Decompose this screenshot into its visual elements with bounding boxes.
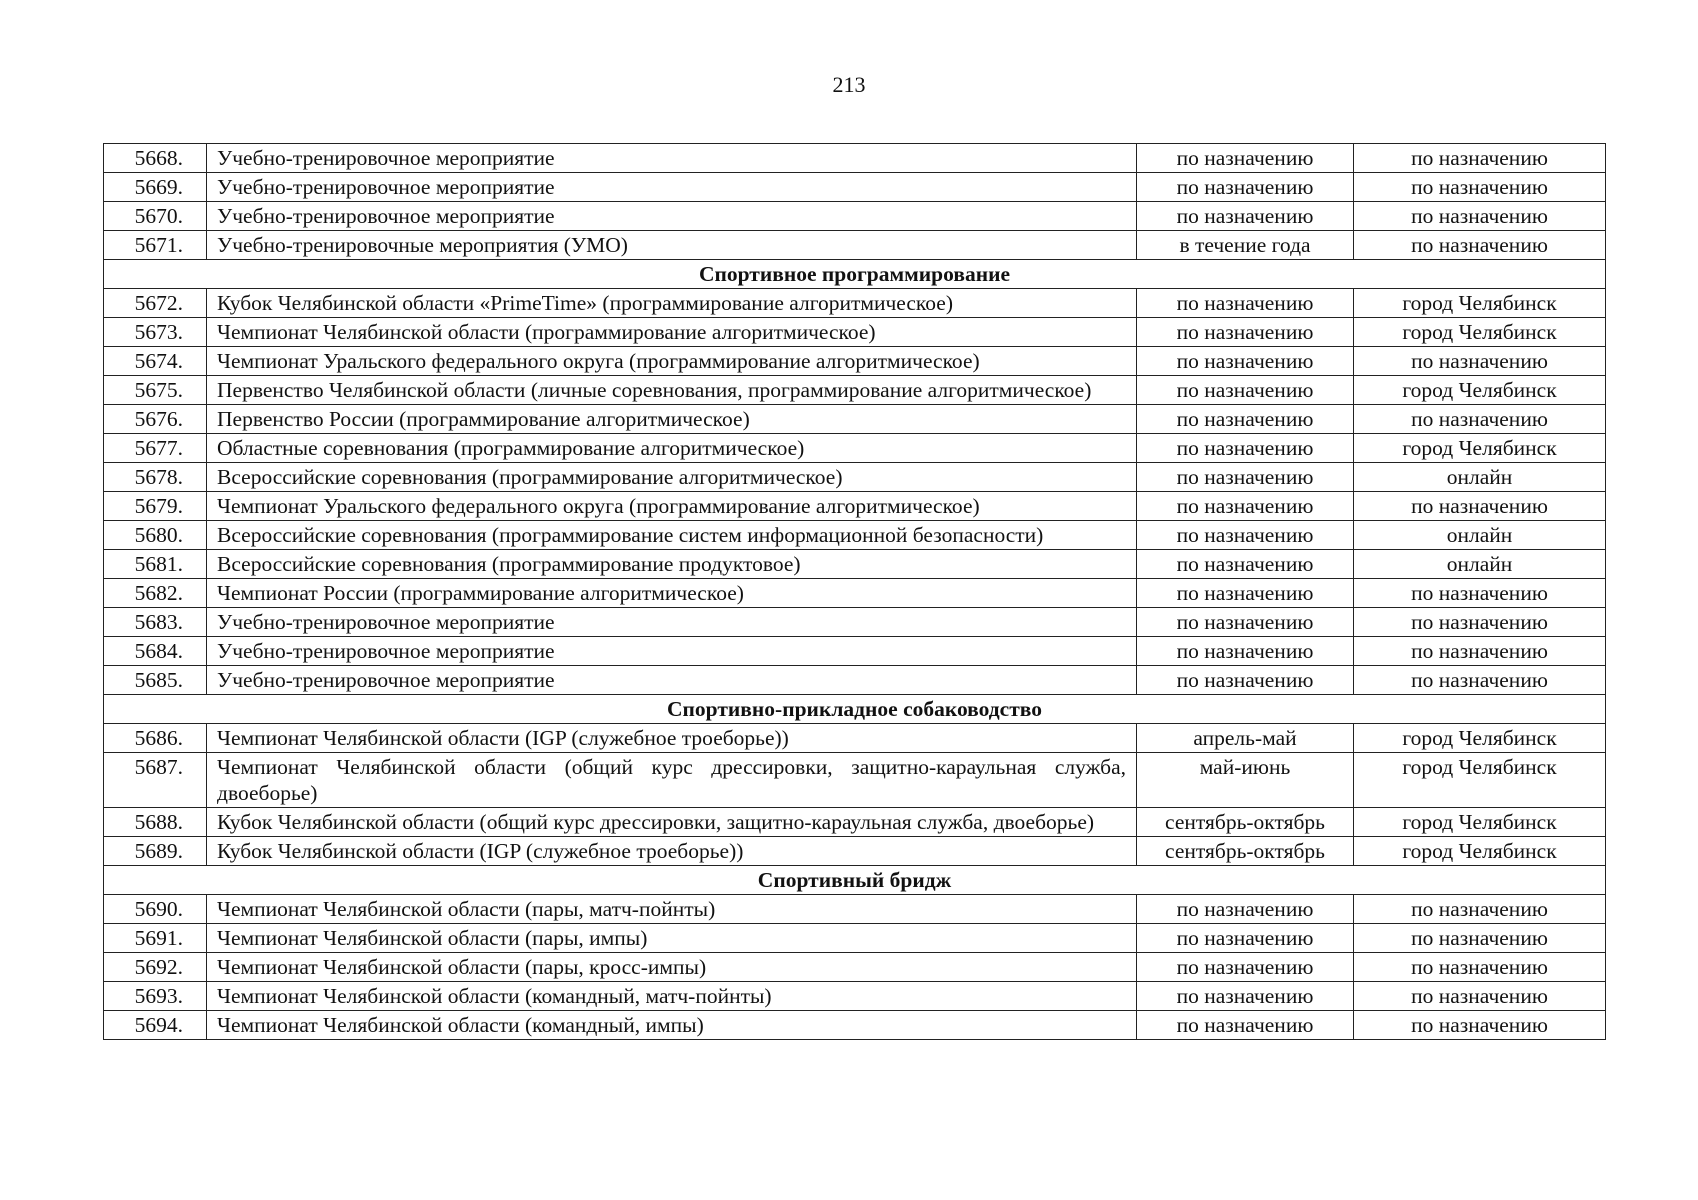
section-title: Спортивный бридж: [104, 866, 1606, 895]
row-number: 5673.: [104, 318, 207, 347]
event-name: Первенство Челябинской области (личные соревнования, программирование алгоритмическое): [207, 376, 1137, 405]
table-row: [104, 724, 1606, 753]
event-name: Учебно-тренировочное мероприятие: [207, 608, 1137, 637]
page-number: 213: [832, 72, 866, 97]
table-row: [104, 405, 1606, 434]
row-number: 5679.: [104, 492, 207, 521]
event-name: Первенство России (программирование алгоритмическое): [207, 405, 1137, 434]
event-place: по назначению: [1354, 231, 1606, 260]
event-place: по назначению: [1354, 202, 1606, 231]
event-date: по назначению: [1137, 463, 1354, 492]
event-name: Кубок Челябинской области (общий курс дрессировки, защитно-караульная служба, двоеборье): [207, 808, 1137, 837]
event-name: Кубок Челябинской области (IGP (служебное троеборье)): [207, 837, 1137, 866]
table-row: [104, 608, 1606, 637]
table-row: [104, 521, 1606, 550]
event-name: Всероссийские соревнования (программирование систем информационной безопасности): [207, 521, 1137, 550]
section-header-row: [104, 866, 1606, 895]
row-number: 5689.: [104, 837, 207, 866]
table-row: [104, 173, 1606, 202]
row-number: 5670.: [104, 202, 207, 231]
event-place: по назначению: [1354, 405, 1606, 434]
event-date: апрель-май: [1137, 724, 1354, 753]
row-number: 5680.: [104, 521, 207, 550]
event-place: по назначению: [1354, 347, 1606, 376]
event-place: по назначению: [1354, 608, 1606, 637]
table-row: [104, 231, 1606, 260]
event-date: по назначению: [1137, 405, 1354, 434]
row-number: 5678.: [104, 463, 207, 492]
row-number: 5691.: [104, 924, 207, 953]
event-date: по назначению: [1137, 666, 1354, 695]
row-number: 5688.: [104, 808, 207, 837]
table-row: [104, 982, 1606, 1011]
table-row: [104, 579, 1606, 608]
row-number: 5672.: [104, 289, 207, 318]
row-number: 5674.: [104, 347, 207, 376]
event-date: по назначению: [1137, 579, 1354, 608]
event-place: по назначению: [1354, 1011, 1606, 1040]
event-name: Учебно-тренировочные мероприятия (УМО): [207, 231, 1137, 260]
event-name: Чемпионат Челябинской области (командный, матч-пойнты): [207, 982, 1137, 1011]
event-date: по назначению: [1137, 637, 1354, 666]
event-date: по назначению: [1137, 144, 1354, 173]
event-name: Чемпионат России (программирование алгоритмическое): [207, 579, 1137, 608]
event-date: по назначению: [1137, 608, 1354, 637]
table-row: [104, 463, 1606, 492]
event-name: Кубок Челябинской области «PrimeTime» (программирование алгоритмическое): [207, 289, 1137, 318]
table-row: [104, 1011, 1606, 1040]
table-row: [104, 666, 1606, 695]
event-name: Учебно-тренировочное мероприятие: [207, 173, 1137, 202]
event-place: город Челябинск: [1354, 753, 1606, 808]
section-title: Спортивно-прикладное собаководство: [104, 695, 1606, 724]
event-name: Областные соревнования (программирование алгоритмическое): [207, 434, 1137, 463]
event-name: Чемпионат Уральского федерального округа (программирование алгоритмическое): [207, 347, 1137, 376]
table-row: [104, 953, 1606, 982]
event-place: по назначению: [1354, 637, 1606, 666]
event-name: Учебно-тренировочное мероприятие: [207, 144, 1137, 173]
event-place: по назначению: [1354, 924, 1606, 953]
event-name: Чемпионат Челябинской области (общий курс дрессировки, защитно-караульная служба, двоеборье): [207, 753, 1137, 808]
table-row: [104, 144, 1606, 173]
event-date: по назначению: [1137, 924, 1354, 953]
event-name: Чемпионат Челябинской области (программирование алгоритмическое): [207, 318, 1137, 347]
table-row: [104, 202, 1606, 231]
event-date: по назначению: [1137, 289, 1354, 318]
row-number: 5687.: [104, 753, 207, 808]
row-number: 5681.: [104, 550, 207, 579]
event-name: Всероссийские соревнования (программирование продуктовое): [207, 550, 1137, 579]
row-number: 5693.: [104, 982, 207, 1011]
event-date: по назначению: [1137, 376, 1354, 405]
event-place: по назначению: [1354, 579, 1606, 608]
row-number: 5692.: [104, 953, 207, 982]
event-date: по назначению: [1137, 202, 1354, 231]
event-place: по назначению: [1354, 173, 1606, 202]
event-place: по назначению: [1354, 982, 1606, 1011]
row-number: 5684.: [104, 637, 207, 666]
event-date: по назначению: [1137, 550, 1354, 579]
event-date: по назначению: [1137, 1011, 1354, 1040]
table-row: [104, 289, 1606, 318]
event-name: Учебно-тренировочное мероприятие: [207, 637, 1137, 666]
event-date: по назначению: [1137, 953, 1354, 982]
event-date: по назначению: [1137, 318, 1354, 347]
row-number: 5669.: [104, 173, 207, 202]
table-row: [104, 895, 1606, 924]
event-date: по назначению: [1137, 434, 1354, 463]
event-place: онлайн: [1354, 521, 1606, 550]
row-number: 5675.: [104, 376, 207, 405]
row-number: 5694.: [104, 1011, 207, 1040]
event-name: Чемпионат Уральского федерального округа (программирование алгоритмическое): [207, 492, 1137, 521]
table-row: [104, 318, 1606, 347]
row-number: 5668.: [104, 144, 207, 173]
event-place: город Челябинск: [1354, 376, 1606, 405]
section-title: Спортивное программирование: [104, 260, 1606, 289]
row-number: 5685.: [104, 666, 207, 695]
event-name: Чемпионат Челябинской области (командный, импы): [207, 1011, 1137, 1040]
event-place: по назначению: [1354, 953, 1606, 982]
event-date: по назначению: [1137, 347, 1354, 376]
row-number: 5690.: [104, 895, 207, 924]
table-row: [104, 637, 1606, 666]
row-number: 5682.: [104, 579, 207, 608]
table-row: [104, 347, 1606, 376]
event-name: Чемпионат Челябинской области (пары, матч-пойнты): [207, 895, 1137, 924]
event-date: по назначению: [1137, 982, 1354, 1011]
events-table-body: [104, 144, 1606, 1040]
row-number: 5683.: [104, 608, 207, 637]
event-place: город Челябинск: [1354, 808, 1606, 837]
event-place: город Челябинск: [1354, 289, 1606, 318]
table-row: [104, 492, 1606, 521]
section-header-row: [104, 695, 1606, 724]
event-place: по назначению: [1354, 144, 1606, 173]
event-place: по назначению: [1354, 492, 1606, 521]
table-row: [104, 837, 1606, 866]
row-number: 5676.: [104, 405, 207, 434]
event-name: Чемпионат Челябинской области (пары, импы): [207, 924, 1137, 953]
table-row: [104, 434, 1606, 463]
event-place: город Челябинск: [1354, 837, 1606, 866]
table-row: [104, 808, 1606, 837]
event-place: город Челябинск: [1354, 434, 1606, 463]
event-name: Учебно-тренировочное мероприятие: [207, 666, 1137, 695]
row-number: 5686.: [104, 724, 207, 753]
event-date: сентябрь-октябрь: [1137, 837, 1354, 866]
table-row: [104, 376, 1606, 405]
event-date: по назначению: [1137, 895, 1354, 924]
section-header-row: [104, 260, 1606, 289]
event-date: по назначению: [1137, 492, 1354, 521]
event-place: по назначению: [1354, 895, 1606, 924]
event-date: по назначению: [1137, 173, 1354, 202]
events-table: [103, 143, 1606, 1040]
event-date: в течение года: [1137, 231, 1354, 260]
event-date: по назначению: [1137, 521, 1354, 550]
event-place: город Челябинск: [1354, 724, 1606, 753]
event-date: май-июнь: [1137, 753, 1354, 808]
event-name: Чемпионат Челябинской области (пары, кросс-импы): [207, 953, 1137, 982]
table-row: [104, 924, 1606, 953]
event-name: Всероссийские соревнования (программирование алгоритмическое): [207, 463, 1137, 492]
event-name: Чемпионат Челябинской области (IGP (служебное троеборье)): [207, 724, 1137, 753]
table-row: [104, 753, 1606, 808]
table-row: [104, 550, 1606, 579]
event-place: онлайн: [1354, 463, 1606, 492]
event-name: Учебно-тренировочное мероприятие: [207, 202, 1137, 231]
event-date: сентябрь-октябрь: [1137, 808, 1354, 837]
row-number: 5677.: [104, 434, 207, 463]
row-number: 5671.: [104, 231, 207, 260]
event-place: по назначению: [1354, 666, 1606, 695]
event-place: онлайн: [1354, 550, 1606, 579]
event-place: город Челябинск: [1354, 318, 1606, 347]
